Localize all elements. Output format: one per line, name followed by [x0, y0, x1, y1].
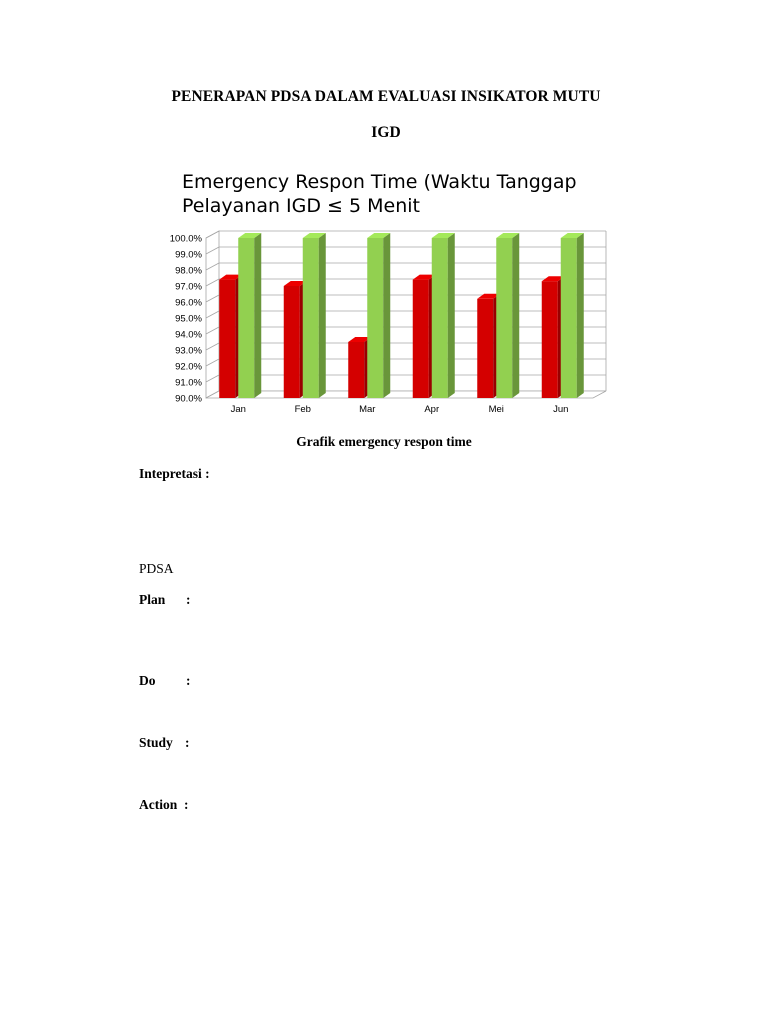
y-tick-label: 98.0% — [175, 265, 202, 277]
x-tick-label: Mei — [488, 404, 504, 415]
bar — [284, 286, 300, 398]
interpretation-label: Intepretasi : — [139, 466, 210, 481]
bar — [477, 299, 493, 398]
do-colon: : — [186, 673, 191, 688]
document-title-line2: IGD — [371, 124, 401, 141]
y-tick-label: 95.0% — [175, 313, 202, 325]
x-tick-label: Apr — [424, 404, 440, 415]
y-tick-label: 93.0% — [175, 345, 202, 357]
bar — [303, 238, 319, 398]
y-tick-label: 97.0% — [175, 281, 202, 293]
bar — [413, 280, 429, 398]
plan-colon: : — [186, 592, 191, 607]
bar-side — [448, 233, 455, 398]
x-tick-label: Jan — [230, 404, 246, 415]
action-colon: : — [184, 797, 189, 812]
y-tick-label: 94.0% — [175, 329, 202, 341]
study-label-text: Study — [139, 735, 173, 750]
bar — [348, 342, 364, 398]
plan-label — [139, 592, 191, 608]
study-colon: : — [185, 735, 190, 750]
study-label — [139, 735, 190, 751]
chart-title — [182, 170, 622, 218]
document-title: PENERAPAN PDSA DALAM EVALUASI INSIKATOR MUTU — [171, 88, 601, 105]
bar-side — [319, 233, 326, 398]
y-tick-label: 91.0% — [175, 377, 202, 389]
y-tick-label: 96.0% — [175, 297, 202, 309]
x-tick-label: Jun — [553, 404, 569, 415]
bar — [432, 238, 448, 398]
bar — [542, 281, 558, 398]
do-label — [139, 673, 191, 689]
bar — [238, 238, 254, 398]
chart-title-line1: Emergency Respon Time (Waktu Tanggap — [182, 171, 577, 193]
x-tick-label: Feb — [294, 404, 311, 415]
y-tick-label: 90.0% — [175, 393, 202, 405]
chart-title-line2: Pelayanan IGD ≤ 5 Menit — [182, 195, 420, 217]
pdsa-heading: PDSA — [139, 561, 174, 576]
plan-label-text: Plan — [139, 592, 166, 607]
action-label-text: Action — [139, 797, 178, 812]
bar — [561, 238, 577, 398]
y-tick-label: 92.0% — [175, 361, 202, 373]
y-tick-label: 100.0% — [169, 233, 202, 245]
bar-side — [383, 233, 390, 398]
bar — [496, 238, 512, 398]
bar-side — [512, 233, 519, 398]
y-tick-label: 99.0% — [175, 249, 202, 261]
action-label — [139, 797, 189, 813]
bar-side — [254, 233, 261, 398]
x-tick-label: Mar — [359, 404, 376, 415]
bar — [367, 238, 383, 398]
do-label-text: Do — [139, 673, 156, 688]
bar-side — [577, 233, 584, 398]
bar-chart — [140, 222, 620, 422]
bar — [219, 280, 235, 398]
chart-caption: Grafik emergency respon time — [296, 434, 472, 449]
